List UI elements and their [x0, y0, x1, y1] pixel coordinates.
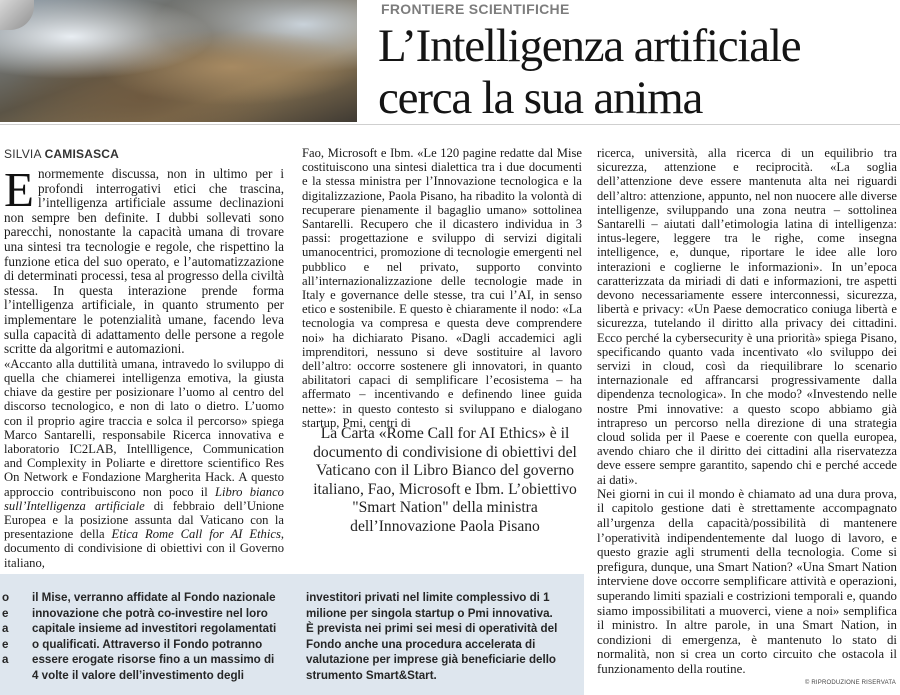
inset-edge-line: e: [2, 606, 9, 620]
inset-edge-line: a: [2, 653, 9, 667]
rome-call-title: Etica Rome Call for AI Ethics: [111, 527, 281, 542]
article-column-1: [4, 162, 285, 570]
drop-cap: E: [4, 162, 34, 217]
inset-column-1: [32, 590, 290, 684]
inset-line: capitale insieme ad investitori regolamentati: [32, 622, 277, 636]
column1-text-b: di febbraio dell’Unione Europea e la posizione assunta dal Vaticano con la presentazione della: [4, 498, 284, 542]
copyright-notice: © RIPRODUZIONE RISERVATA: [804, 680, 896, 686]
column3-paragraph-1: ricerca, università, alla ricerca di un equilibrio tra sicurezza, attenzione e reciprocità. «La soglia dell’attenzione deve essere mantenuta alta nei riguardi dell’altro: attenzione, appunto, nel non nuocere alle diverse intelligenze, sviluppando una zona neutra – sottolinea Santarelli – aiutati dall’etimologia latina di intelligenza: intus-legere, leggere tra le righe, come insegna intelligence, e, dunque, riportare le idee alle loro interazioni e coglierne le informazioni». In un’epoca caratterizzata da miriadi di dati e informazioni, tre aspetti devono necessariamente essere interconnessi, sicurezza, libertà e privacy: «Un Paese democratico coniuga libertà e sicurezza, tutelando il diritto alla privacy dei cittadini. Ecco perché la cybersecurity è una priorità» spiega Pisano, specificando quanto vada incentivato «lo sviluppo dei servizi in cloud, così da riequilibrare lo scenario internazionale ed affrancarsi progressivamente dalla dipendenza tecnologica». In che modo? «Investendo nelle nostre Pmi innovative: a questo scopo abbiamo già intrapreso un percorso nella direzione di una strategia cloud solida per il Paese e coerente con quella europea, avendo chiaro che il diritto dei cittadini alla riservatezza deve essere sempre garantito, sapendo chi e perché accede ai dati».: [597, 146, 897, 487]
inset-line: È prevista nei primi sei mesi di operatività del: [306, 622, 558, 636]
column3-paragraph-2: Nei giorni in cui il mondo è chiamato ad una dura prova, il capitolo gestione dati è strettamente accompagnato all’urgenza della capacità/possibilità di mantenere l’operatività indipendentemente dal luogo di lavoro, e questo grazie agli strumenti della tecnologia. Come si prefigura, dunque, una Smart Nation? «Una Smart Nation interviene dove occorre semplificare attività e operazioni, superando limiti spaziali e costrizioni temporali e, quando siamo impossibilitati a muoverci, viene a noi» semplifica il ministro. In altre parole, in una Smart Nation, in condizioni di emergenza, è mantenuto lo stato di normalità, non si crea un corto circuito che ostacola il funzionamento della routine.: [597, 486, 897, 676]
headline-line-1: L’Intelligenza artificiale: [378, 20, 801, 72]
byline-last-name: CAMISASCA: [44, 147, 120, 161]
column1-text-c: , documento di condivisione di obiettivi con il Governo italiano,: [4, 527, 285, 570]
inset-line: 4 volte il valore dell’investimento degli: [32, 668, 244, 682]
inset-line: innovazione che potrà co-investire nel loro: [32, 606, 268, 620]
inset-edge-line: a: [2, 622, 9, 636]
column1-text-a: «Accanto alla duttilità umana, intravedo lo sviluppo di quella che chiamerei intelligenza emotiva, la giusta chiave da gestire per posizionare l’uomo al centro del discorso tecnologico, e non di lato o dietro. L’uomo con il proprio agire traccia e solca il percorso» spiega Marco Santarelli, responsabile Ricerca innovativa e laboratorio IC2LAB, Intellligence, Communication and Complexity in Poliarte e direttore scientifico Res On Network e Fondazione Margherita Hack. A questo approccio contribuiscono non poco il: [4, 356, 284, 499]
inset-line: essere erogate risorse fino a un massimo di: [32, 653, 275, 667]
inset-line: il Mise, verranno affidate al Fondo nazionale: [32, 591, 276, 604]
inset-line: investitori privati nel limite complessivo di 1: [306, 591, 550, 604]
lead-text: normemente discussa, non in ultimo per i profondi interrogativi etici che trascina, l’intelligenza artificiale assume declinazioni non sempre ben definite. I dubbi sollevati sono parecchi, nonostante la capacità umana di trovare una sintesi tra tecnologie e regole, che rispettino la funzione etica del suo operato, e l’automatizzazione di determinati processi, tesa al progresso della civiltà stessa. In questa interazione prende forma l’intelligenza artificiale, in quanto strumento per implementare le potenzialità umane, facendo leva sulla capacità di adattamento delle persone a regole scritte da algoritmi e automazioni.: [4, 166, 284, 357]
earth-orbit-photo: [0, 0, 357, 122]
inset-edge-line: e: [2, 637, 9, 651]
inset-box: [0, 574, 584, 695]
article-column-3: [597, 146, 897, 677]
column1-paragraph: [4, 357, 284, 570]
header-divider: [0, 124, 900, 125]
inset-line: valutazione per imprese già beneficiarie dello: [306, 653, 556, 667]
byline-first-name: SILVIA: [4, 147, 42, 161]
satellite-hardware: [0, 0, 34, 30]
headline-line-2: cerca la sua anima: [378, 72, 703, 124]
section-kicker: FRONTIERE SCIENTIFICHE: [381, 1, 570, 17]
inset-column-2: [306, 590, 576, 684]
inset-left-edge: [2, 590, 16, 668]
inset-line: strumento Smart&Start.: [306, 668, 437, 682]
inset-line: Fondo anche una procedura accelerata di: [306, 637, 536, 651]
inset-edge-line: o: [2, 591, 10, 604]
article-headline: [378, 20, 898, 124]
inset-line: o qualificati. Attraverso il Fondo potranno: [32, 637, 263, 651]
inset-line: milione per singola startup o Pmi innovativa.: [306, 606, 553, 620]
article-column-2: [302, 146, 582, 430]
pull-quote: La Carta «Rome Call for AI Ethics» è il documento di condivisione di obiettivi del Vaticano con il Libro Bianco del governo italiano, Fao, Microsoft e Ibm. L’obiettivo "Smart Nation" della ministra dell’Innovazione Paola Pisano: [313, 425, 577, 535]
column2-paragraph: Fao, Microsoft e Ibm. «Le 120 pagine redatte dal Mise costituiscono una sintesi dialettica tra i due documenti e la stessa ministra per l’Innovazione tecnologica e la digitalizzazione, Paola Pisano, ha ribadito la volontà di recuperare pienamente il bagaglio umano» sottolinea Santarelli. Recupero che il dicastero individua in 3 passi: progettazione e sviluppo di servizi digitali umanocentrici, promozione di tecnologie emergenti nel pubblico e nel privato, supporto convinto all’internazionalizzazione delle tecnologie made in Italy e governance delle stesse, tra cui l’AI, in senso etico e sostenibile. E questo è chiaramente il nodo: «La tecnologia va compresa e questa deve comprendere noi» ha dichiarato Pisano. «Dagli accademici agli imprenditori, nessuno si deve sostituire al lavoro dell’altro: occorre sostenere gli innovatori, in quanto abilitatori capaci di semplificare l’ecosistema – ha affermato – incentivando e definendo linee guida nette»: in questo contesto si sviluppano e dialogano startup, Pmi, centri di: [302, 146, 582, 430]
white-paper-title: Libro bianco sull’Intelligenza artificiale: [4, 484, 284, 513]
byline: [4, 147, 119, 161]
lead-paragraph: [4, 162, 284, 357]
